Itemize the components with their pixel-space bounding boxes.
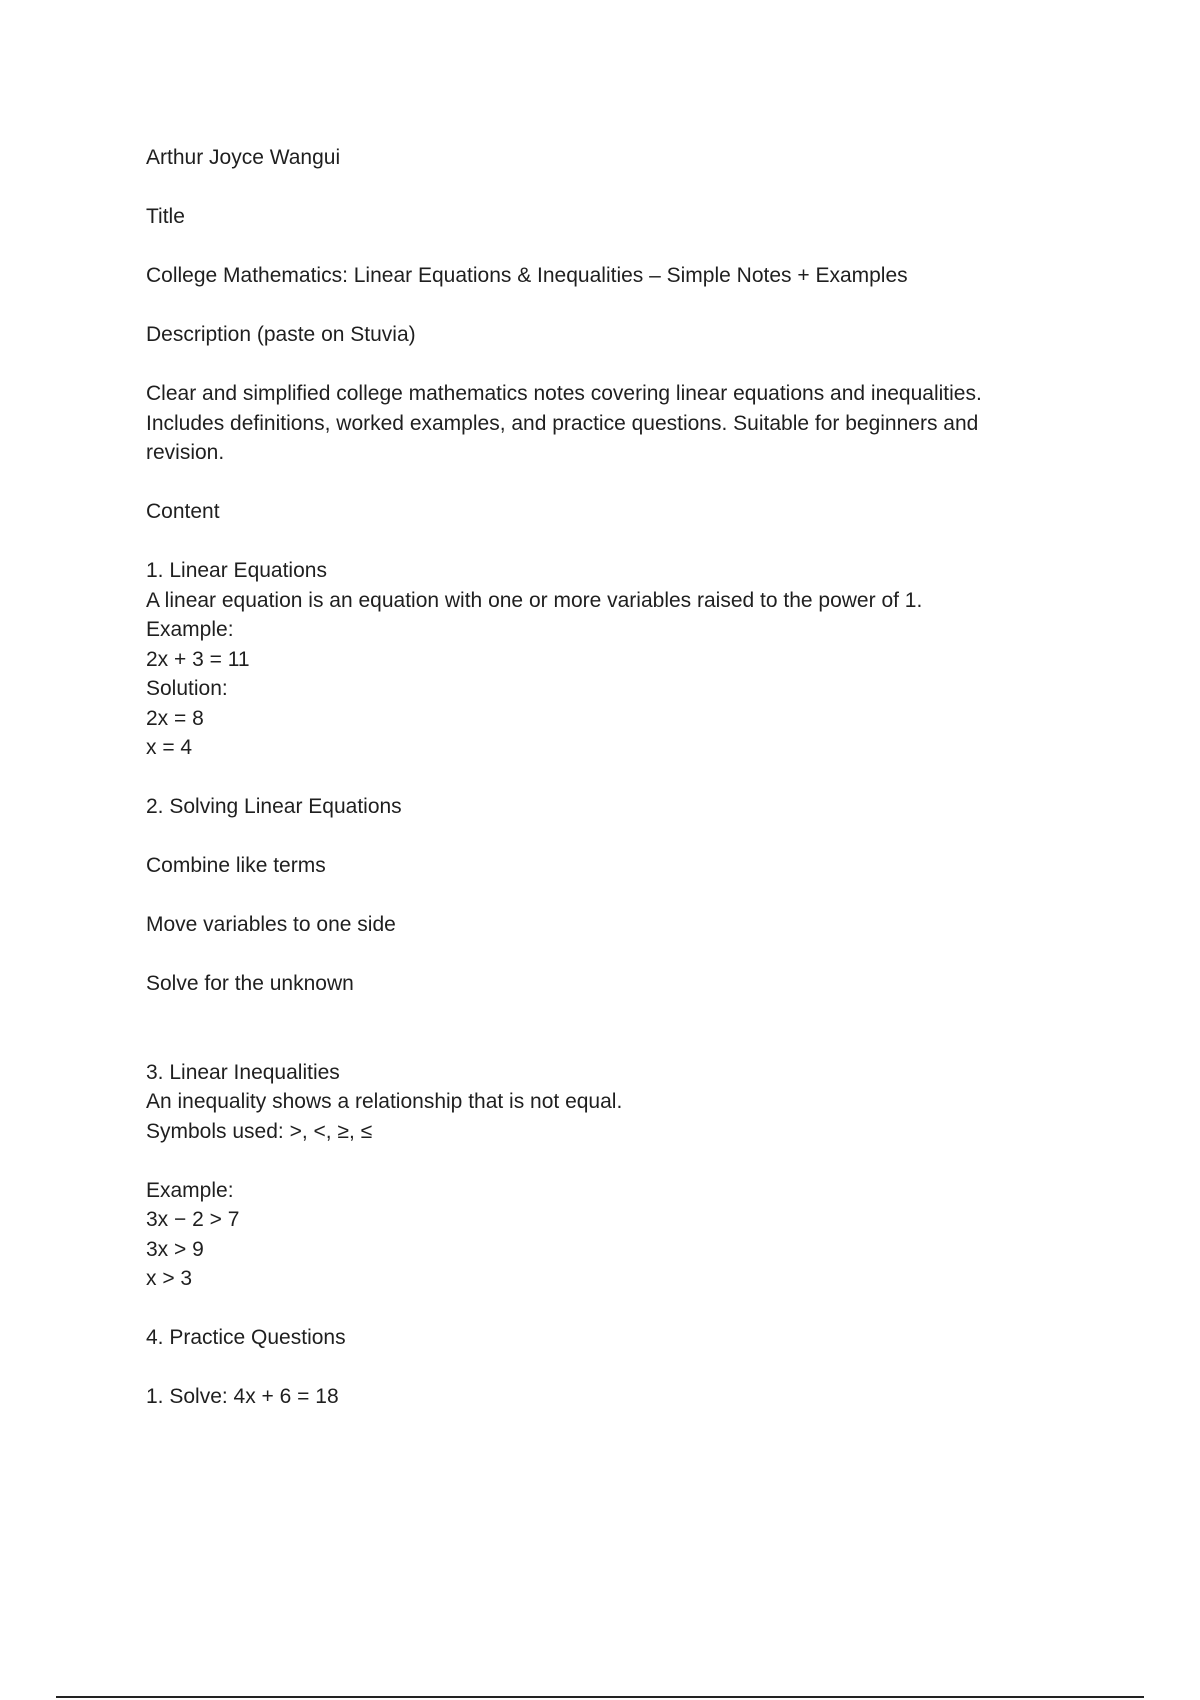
description-text: Clear and simplified college mathematics notes covering linear equations and inequalities. Includes definitions, worked examples, and practice questions. Suitable for beginners and revision. bbox=[146, 382, 982, 464]
section-3-example-line: 3x > 9 bbox=[146, 1237, 204, 1261]
section-2-step: Move variables to one side bbox=[146, 913, 396, 936]
document-title: College Mathematics: Linear Equations & Inequalities – Simple Notes + Examples bbox=[146, 264, 908, 287]
document-body bbox=[146, 143, 1046, 1412]
section-1-heading: 1. Linear Equations bbox=[146, 559, 327, 582]
section-3-example-label: Example: bbox=[146, 1178, 234, 1202]
section-3-example-line: 3x − 2 > 7 bbox=[146, 1208, 240, 1231]
bottom-divider bbox=[56, 1696, 1144, 1698]
section-4-heading: 4. Practice Questions bbox=[146, 1326, 346, 1349]
content-label: Content bbox=[146, 500, 220, 523]
section-3-definition: An inequality shows a relationship that is not equal. bbox=[146, 1090, 623, 1113]
section-2-heading: 2. Solving Linear Equations bbox=[146, 795, 402, 818]
title-label: Title bbox=[146, 205, 185, 228]
author-name: Arthur Joyce Wangui bbox=[146, 146, 341, 169]
section-1-example-equation: 2x + 3 = 11 bbox=[146, 647, 250, 671]
section-1-solution-step: x = 4 bbox=[146, 736, 193, 759]
section-1-solution-step: 2x = 8 bbox=[146, 706, 204, 730]
section-1-solution-label: Solution: bbox=[146, 677, 228, 700]
section-2-step: Solve for the unknown bbox=[146, 972, 354, 995]
section-3-symbols: Symbols used: >, <, ≥, ≤ bbox=[146, 1119, 373, 1143]
section-3-heading: 3. Linear Inequalities bbox=[146, 1060, 340, 1084]
section-3-example-line: x > 3 bbox=[146, 1267, 193, 1290]
practice-question: 1. Solve: 4x + 6 = 18 bbox=[146, 1385, 339, 1408]
description-label: Description (paste on Stuvia) bbox=[146, 323, 416, 346]
section-1-definition: A linear equation is an equation with one or more variables raised to the power of 1. bbox=[146, 588, 923, 612]
section-2-step: Combine like terms bbox=[146, 854, 326, 877]
section-1-example-label: Example: bbox=[146, 618, 234, 641]
